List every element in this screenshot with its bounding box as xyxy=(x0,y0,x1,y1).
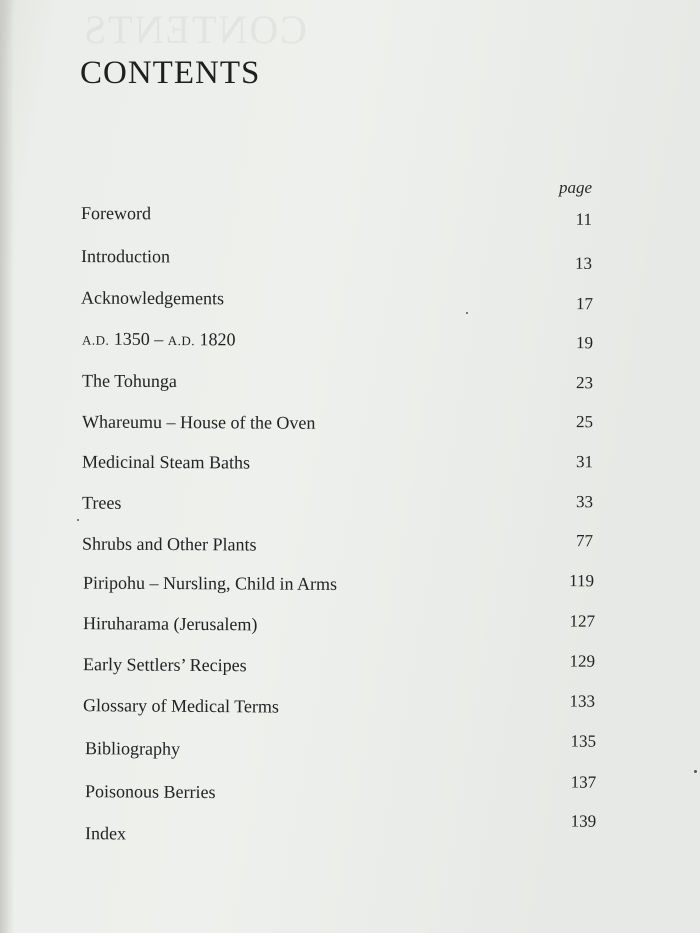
toc-entry-recipes xyxy=(0,651,700,687)
era-abbreviation: A.D. xyxy=(167,333,196,349)
toc-entry-acknowledgements xyxy=(0,287,700,319)
toc-entry-glossary xyxy=(0,691,700,728)
toc-entry-page: 13 xyxy=(574,253,593,273)
paper-speck xyxy=(694,770,697,773)
toc-entry-page: 135 xyxy=(570,731,597,751)
toc-entry-page: 19 xyxy=(575,333,594,353)
toc-entry-tohunga xyxy=(0,370,700,402)
toc-entry-title: Poisonous Berries xyxy=(84,781,216,803)
toc-entry-title: Trees xyxy=(81,492,122,513)
toc-entry-page: 137 xyxy=(570,772,597,792)
toc-entry-title: Early Settlers’ Recipes xyxy=(82,654,247,676)
toc-entry-title: Piripohu – Nursling, Child in Arms xyxy=(82,572,338,594)
toc-entry-title: Whareumu – House of the Oven xyxy=(81,411,316,433)
toc-entry-title: Introduction xyxy=(80,246,171,267)
toc-entry-page: 119 xyxy=(569,571,595,591)
toc-entry-title: The Tohunga xyxy=(81,370,177,392)
paper-speck xyxy=(77,519,79,521)
date-range-end: 1820 xyxy=(195,329,236,350)
toc-entry-index xyxy=(0,811,700,856)
paper-speck xyxy=(466,312,468,314)
toc-entry-page: 25 xyxy=(575,412,594,432)
page-title: CONTENTS xyxy=(80,55,261,91)
toc-entry-title: Acknowledgements xyxy=(80,287,225,309)
show-through-heading: CONTENTS xyxy=(82,7,307,52)
toc-entry-whareumu xyxy=(0,411,700,443)
toc-entry-page: 127 xyxy=(569,611,596,631)
toc-entry-title: Foreword xyxy=(80,203,152,224)
era-abbreviation: A.D. xyxy=(81,332,110,348)
toc-entry-shrubs xyxy=(0,533,700,565)
toc-entry-trees xyxy=(0,492,700,524)
toc-entry-page: 17 xyxy=(575,294,594,314)
toc-entry-title: Shrubs and Other Plants xyxy=(81,533,257,555)
toc-entry-page: 133 xyxy=(569,691,596,711)
page-column-label: page xyxy=(558,178,592,197)
toc-entry-steam-baths xyxy=(0,451,700,483)
toc-entry-title: Glossary of Medical Terms xyxy=(82,695,279,717)
toc-entry-poisonous-berries xyxy=(0,772,700,814)
toc-entry-page: 11 xyxy=(575,209,593,229)
toc-entry-page: 129 xyxy=(569,651,596,671)
toc-entry-title: Bibliography xyxy=(84,738,181,759)
toc-entry-title: Index xyxy=(84,823,127,844)
toc-entry-page: 77 xyxy=(575,531,594,551)
toc-entry-bibliography xyxy=(0,731,700,771)
toc-entry-page: 139 xyxy=(570,811,597,831)
date-range-start: 1350 – xyxy=(109,328,168,350)
toc-entry-title: Hiruharama (Jerusalem) xyxy=(82,613,258,635)
toc-entry-page: 23 xyxy=(575,373,594,393)
toc-entry-foreword xyxy=(0,203,700,233)
toc-entry-piripohu xyxy=(0,572,700,604)
toc-entry-page: 33 xyxy=(575,492,594,512)
toc-entry-date-range xyxy=(0,328,700,360)
toc-entry-title: Medicinal Steam Baths xyxy=(81,451,251,473)
toc-entry-hiruharama xyxy=(0,613,700,646)
toc-entry-page: 31 xyxy=(575,452,594,472)
toc-entry-title xyxy=(82,329,236,351)
toc-entry-introduction xyxy=(0,246,700,276)
